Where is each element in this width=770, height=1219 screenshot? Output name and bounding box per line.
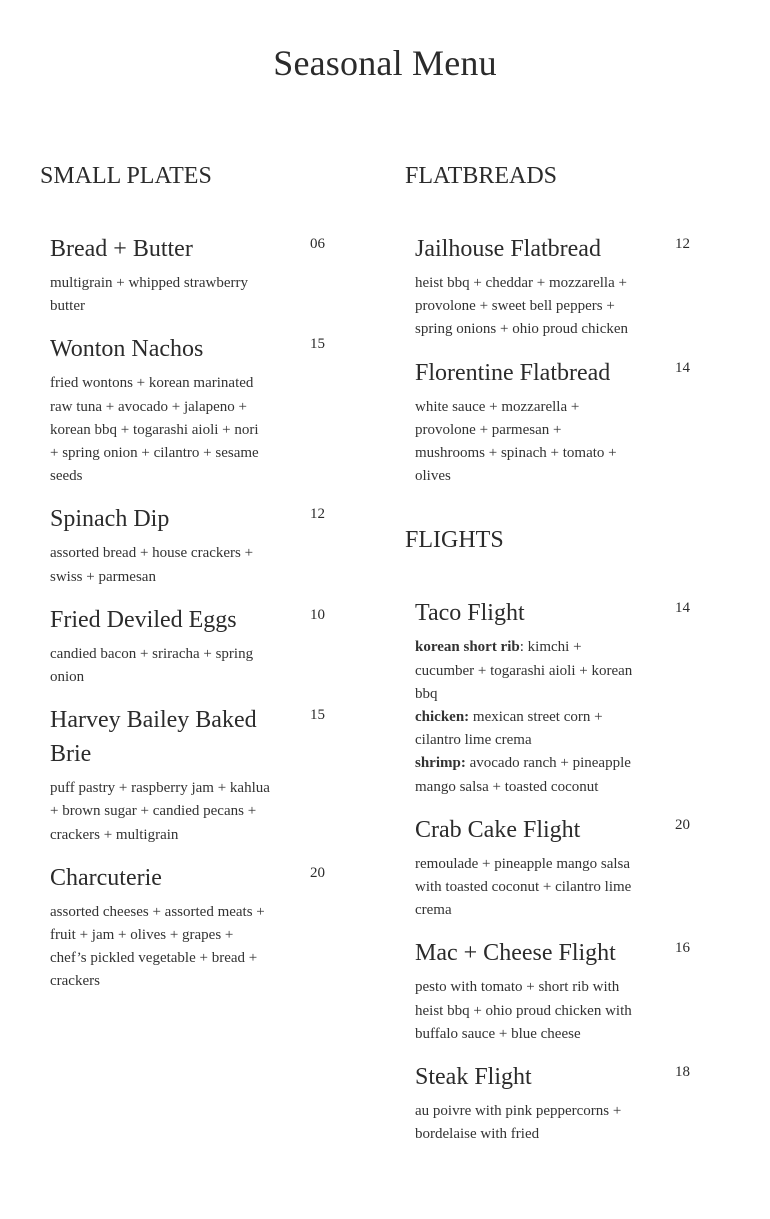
item-name: Fried Deviled Eggs: [50, 606, 237, 633]
item-price: 10: [310, 606, 325, 623]
taco-part-separator: :: [519, 639, 524, 656]
item-price: 06: [310, 236, 325, 252]
item-price: 15: [310, 707, 325, 724]
item-name: Jailhouse Flatbread: [415, 236, 601, 262]
section-flights: [405, 524, 705, 1146]
item-price: 12: [310, 506, 325, 523]
item-price: 16: [675, 940, 690, 957]
section-title: FLATBREADS: [405, 163, 558, 189]
right-column: [405, 160, 705, 1160]
menu-item: [405, 232, 705, 342]
section-flatbreads: [405, 160, 705, 488]
section-title: FLIGHTS: [405, 527, 504, 554]
item-description: multigrain + whipped strawberry butter: [50, 275, 248, 315]
item-description: white sauce + mozzarella + provolone + parmesan + mushrooms + spinach + tomato + olives: [415, 398, 617, 485]
item-name: Spinach Dip: [50, 506, 170, 533]
menu-item: [40, 861, 340, 994]
taco-part: [415, 752, 635, 798]
item-description: au poivre with pink peppercorns + bordelaise with fried: [415, 1103, 622, 1143]
item-name: Bread + Butter: [50, 236, 193, 262]
item-price: 14: [675, 359, 690, 376]
item-name: Mac + Cheese Flight: [415, 940, 616, 967]
item-price: 15: [310, 336, 325, 353]
menu-item: [40, 232, 340, 318]
taco-part-label: chicken:: [415, 709, 470, 726]
menu-item: [405, 813, 705, 923]
left-column: [40, 160, 340, 1008]
item-name: Wonton Nachos: [50, 336, 204, 363]
item-name: Steak Flight: [415, 1064, 532, 1091]
item-description: pesto with tomato + short rib with heist bbq + ohio proud chicken with buffalo sauce + blue cheese: [415, 979, 632, 1042]
item-description: candied bacon + sriracha + spring onion: [50, 645, 254, 686]
item-price: 20: [675, 816, 690, 833]
taco-part-text: kimchi + cucumber + togarashi aioli + korean bbq: [415, 639, 633, 702]
menu-item: [40, 703, 340, 847]
page-title: Seasonal Menu: [273, 43, 497, 83]
menu-item: [40, 502, 340, 588]
item-price: 20: [310, 864, 325, 881]
item-description: [415, 636, 635, 798]
item-description: remoulade + pineapple mango salsa with toasted coconut + cilantro lime crema: [415, 855, 632, 919]
taco-part-label: shrimp:: [415, 755, 466, 772]
taco-part: [415, 636, 635, 706]
item-description: heist bbq + cheddar + mozzarella + provolone + sweet bell peppers + spring onions + ohio proud chicken: [415, 275, 629, 338]
taco-part-text: mexican street corn + cilantro lime crema: [415, 709, 603, 749]
item-description: assorted bread + house crackers + swiss + parmesan: [50, 545, 254, 585]
item-description: fried wontons + korean marinated raw tuna + avocado + jalapeno + korean bbq + togarashi aioli + nori + spring onion + cilantro + sesame seeds: [50, 375, 259, 485]
menu-item: [40, 603, 340, 689]
item-name: Taco Flight: [415, 600, 525, 627]
item-name: Florentine Flatbread: [415, 359, 611, 386]
menu-item: [405, 1060, 705, 1146]
menu-item: [405, 596, 705, 798]
item-price: 18: [675, 1064, 690, 1081]
menu-item: [405, 356, 705, 489]
taco-part-text: avocado ranch + pineapple mango salsa + toasted coconut: [415, 755, 631, 795]
section-title: SMALL PLATES: [40, 163, 212, 189]
taco-part: [415, 706, 635, 752]
item-description: puff pastry + raspberry jam + kahlua + brown sugar + candied pecans + crackers + multigrain: [50, 780, 270, 843]
taco-part-label: korean short rib: [415, 639, 520, 656]
item-name: Harvey Bailey Baked Brie: [50, 707, 257, 768]
menu-item: [40, 332, 340, 488]
item-description: assorted cheeses + assorted meats + fruit + jam + olives + grapes + chef’s pickled vegetable + bread + crackers: [50, 903, 265, 990]
item-price: 14: [675, 600, 690, 617]
section-small-plates: [40, 160, 340, 994]
item-price: 12: [675, 236, 690, 252]
menu-item: [405, 936, 705, 1046]
item-name: Charcuterie: [50, 864, 162, 891]
item-name: Crab Cake Flight: [415, 816, 581, 843]
